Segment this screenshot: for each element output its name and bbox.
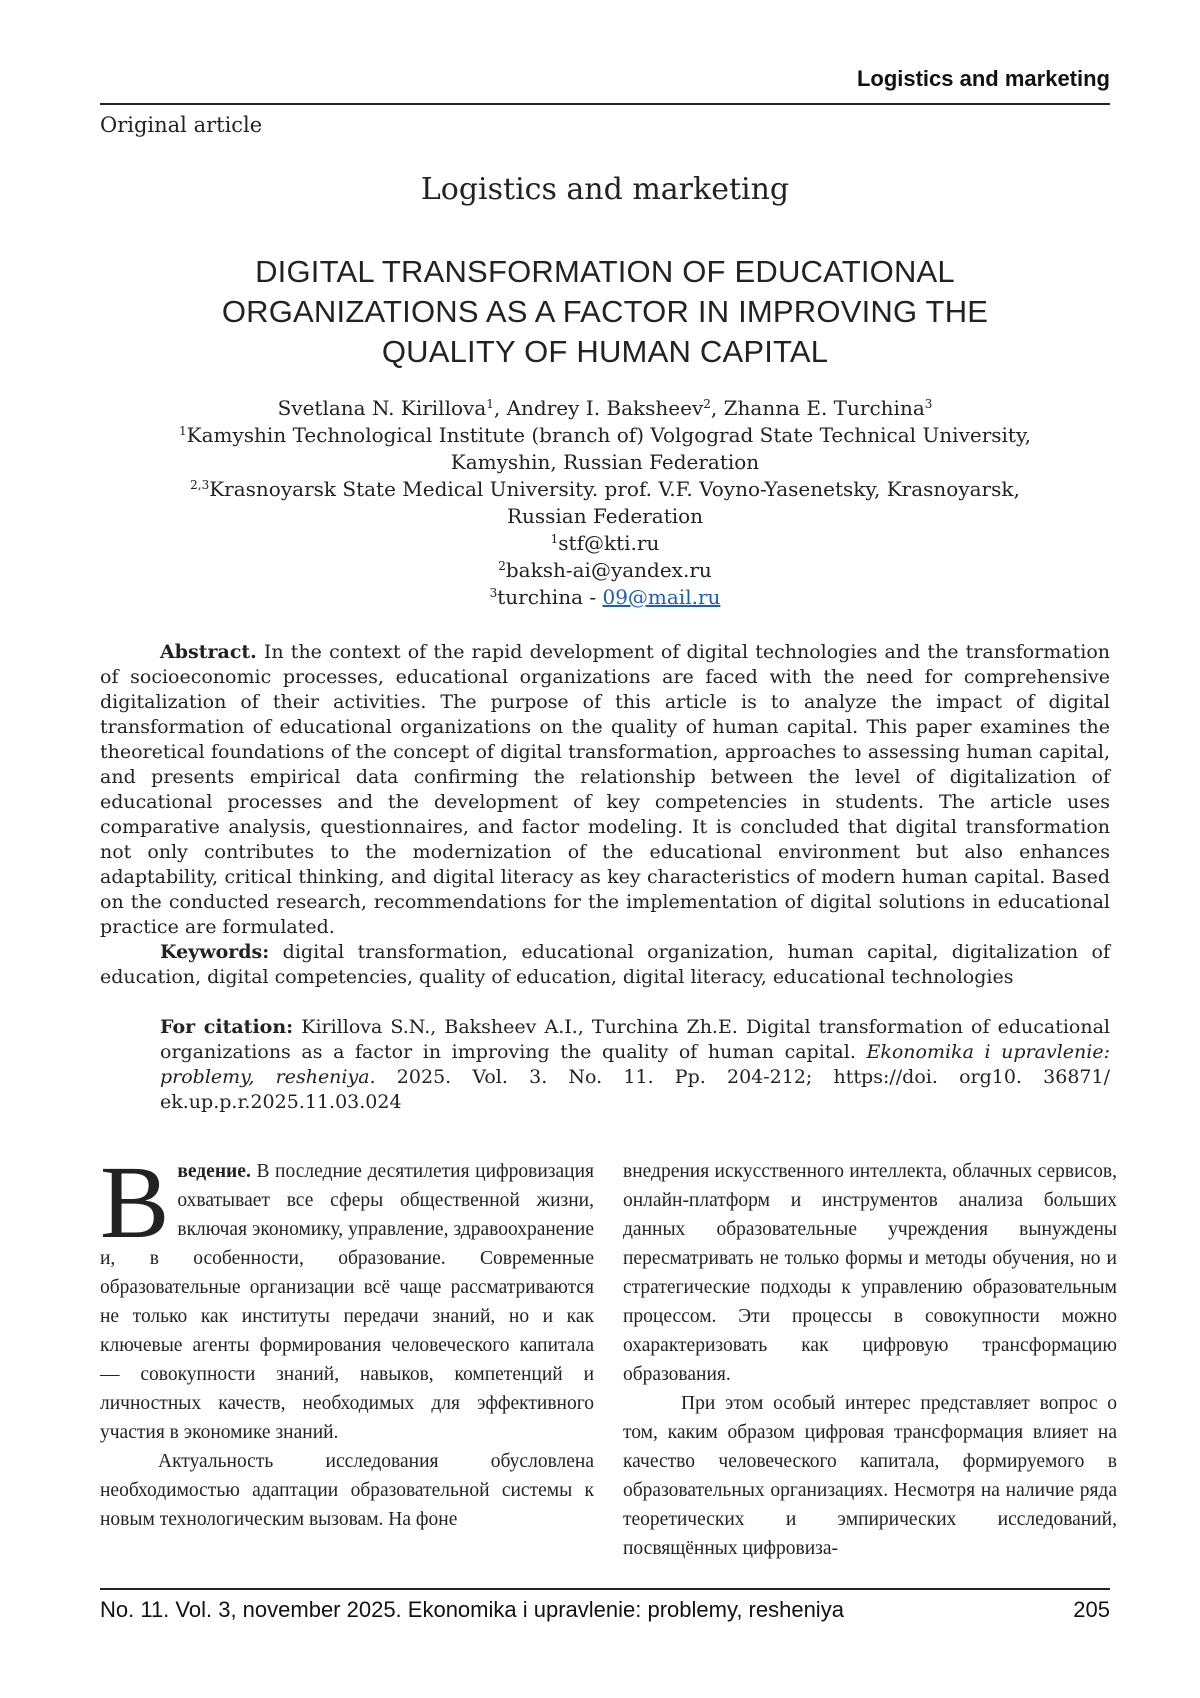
affiliation-text: Kamyshin Technological Institute (branch of) Volgograd State Technical University, [186,423,1031,447]
affiliation-1-cont: Kamyshin, Russian Federation [450,450,760,474]
affiliation-2-cont: Russian Federation [506,504,704,528]
article-page [100,0,1117,1698]
header-rule [100,103,1110,105]
body-paragraph: Актуальность исследования обусловлена необходимостью адаптации образовательной системы к новым технологическим вызовам. На фоне [100,1451,594,1530]
email-2 [100,557,1110,584]
title-line: DIGITAL TRANSFORMATION OF EDUCATIONAL [255,254,955,289]
abstract-section [100,640,1110,990]
intro-paragraph [100,1145,594,1447]
email-sup: 2 [498,559,506,573]
affiliation-text: Krasnoyarsk State Medical University. prof. V.F. Voyno-Yasenetsky, Krasnoyarsk, [209,477,1020,501]
citation-label: For citation: [160,1016,294,1038]
email-sup: 3 [489,586,498,600]
email-text: turchina - [497,585,603,609]
keywords-label: Keywords: [160,941,270,963]
intro-text: В последние десятилетия цифровизация охватывает все сферы общественной жизни, включая экономику, управление, здравоохранение и, в особенности, образование. Современные образовательные организации всё чаще рассматриваются не только как институты передачи знаний, но и как ключевые агенты формирования человеческого капитала — совокупности знаний, навыков, компетенций и личностных качеств, необходимых для эффективного участия в экономике знаний. [100,1161,594,1443]
email-3 [100,584,1110,611]
email-link[interactable]: 09@mail.ru [602,585,721,609]
author-name: Andrey I. Baksheev [506,396,704,420]
section-title: Logistics and marketing [420,172,790,207]
body-column-left [100,1145,594,1534]
title-line: ORGANIZATIONS AS A FACTOR IN IMPROVING THE [221,294,989,329]
email-1 [100,530,1110,557]
abstract-text: In the context of the rapid development of digital technologies and the transformation of socioeconomic processes, educational organizations are faced with the need for comprehensive digitalization of their activities. The purpose of this article is to analyze the impact of digital transformation of educational organizations on the quality of human capital. This paper examines the theoretical foundations of the concept of digital transformation, approaches to assessing human capital, and presents empirical data confirming the relationship between the level of digitalization of educational processes and the development of key competencies in students. The article uses comparative analysis, questionnaires, and factor modeling. It is concluded that digital transformation not only contributes to the modernization of the educational environment but also enhances adaptability, critical thinking, and digital literacy as key characteristics of modern human capital. Based on the conducted research, recommendations for the implementation of digital solutions in educational practice are formulated. [100,641,1110,938]
citation-section [160,1015,1110,1115]
citation-journal: Ekonomika i upravlenie: problemy, resheniya. [160,1041,1111,1088]
body-paragraph: внедрения искусственного интеллекта, облачных сервисов, онлайн-платформ и инструментов анализа больших данных образовательные учреждения вынуждены пересматривать не только формы и методы обучения, но и стратегические подходы к управлению образовательным процессом. Эти процессы в совокупности можно охарактеризовать как цифровую трансформацию образования. [623,1161,1117,1385]
keywords-text: digital transformation, educational organization, human capital, digitalization of education, digital competencies, quality of education, digital literacy, educational technologies [100,941,1110,988]
intro-label: ведение. [177,1161,251,1182]
keywords-paragraph [100,940,1110,990]
footer-journal-info: No. 11. Vol. 3, november 2025. Ekonomika i upravlenie: problemy, resheniya [100,1597,844,1622]
email-sup: 1 [550,532,559,546]
body-column-right [623,1157,1117,1563]
running-header-title: Logistics and marketing [856,66,1110,91]
drop-cap: В [100,1145,170,1260]
author-name: Zhanna E. Turchina [723,396,925,420]
abstract-label: Abstract. [160,641,257,663]
affiliation-sup: 1 [179,424,187,438]
affiliation-1 [100,422,1110,449]
citation-text: Kirillova S.N., Baksheev A.I., Turchina Zh.E. Digital transformation of educational organizations as a factor in improving the quality of human capital. [160,1016,1110,1063]
page-number: 205 [1073,1597,1110,1622]
title-line: QUALITY OF HUMAN CAPITAL [381,334,829,369]
body-paragraph: При этом особый интерес представляет вопрос о том, каким образом цифровая трансформация влияет на качество человеческого капитала, формируемого в образовательных организациях. Несмотря на наличие ряда теоретических и эмпирических исследований, посвящённых цифровиза- [623,1393,1117,1559]
author-separator: , [493,396,507,420]
affiliation-sup: 2,3 [190,478,210,492]
author-separator: , [710,396,724,420]
email-text: baksh-ai@yandex.ru [505,558,712,582]
author-sup: 1 [486,397,494,411]
author-list [100,395,1110,422]
affiliation-2 [100,476,1110,503]
article-title [100,252,1110,372]
citation-paragraph [160,1015,1110,1115]
author-block [100,395,1110,611]
author-sup: 2 [703,397,711,411]
author-name: Svetlana N. Kirillova [277,396,487,420]
article-type: Original article [100,113,263,137]
author-sup: 3 [924,397,933,411]
citation-text-end: 2025. Vol. 3. No. 11. Pp. 204-212; https://doi. org10. 36871/ ek.up.p.r.2025.11.03.024 [160,1066,1111,1113]
abstract-paragraph [100,640,1110,940]
email-text: stf@kti.ru [558,531,660,555]
footer-rule [100,1588,1110,1590]
